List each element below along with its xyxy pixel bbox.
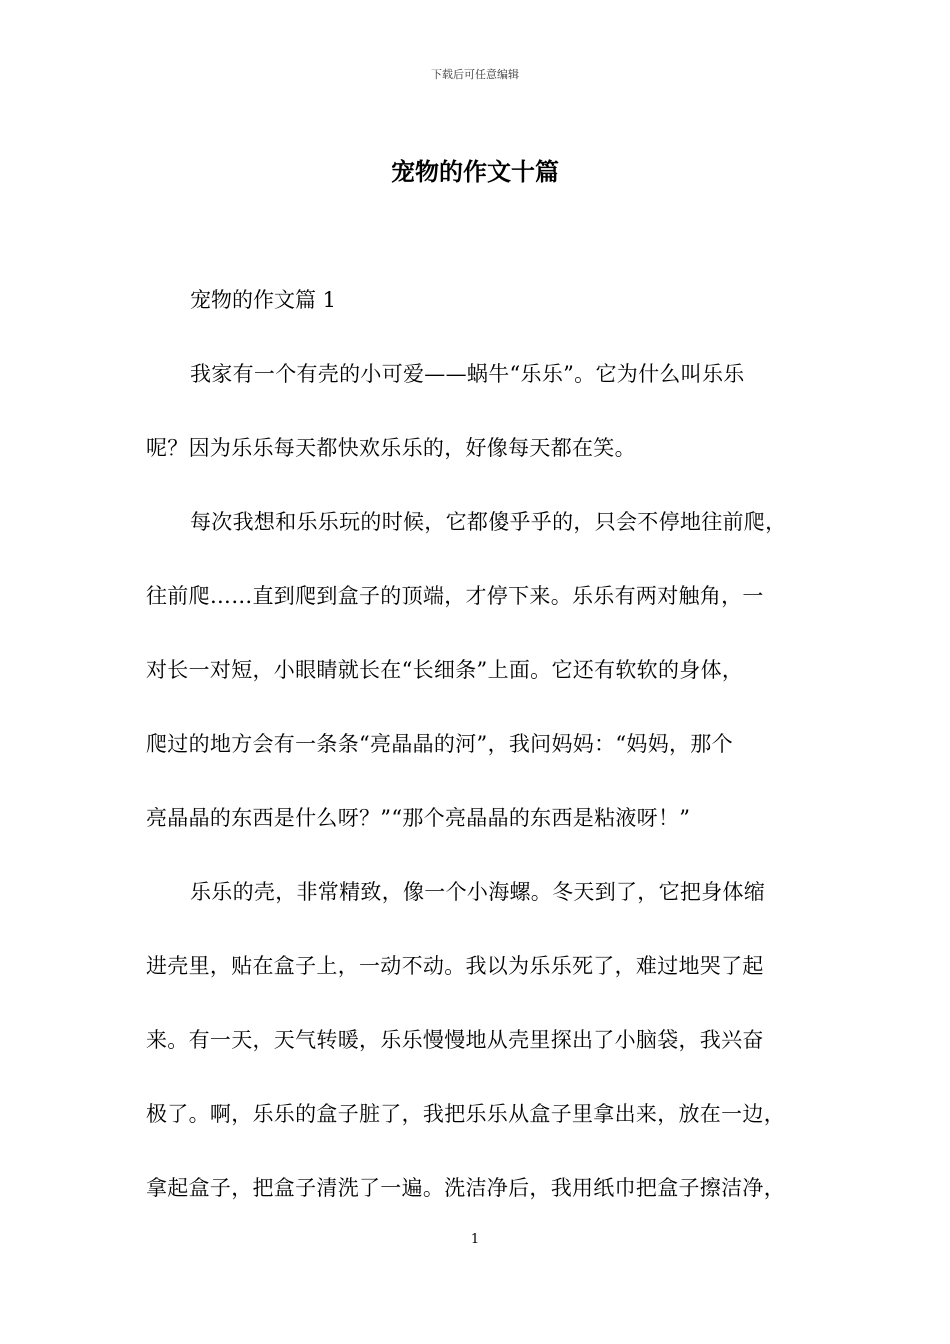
paragraph-line: 亮晶晶的东西是什么呀？”“那个亮晶晶的东西是粘液呀！” xyxy=(146,806,691,830)
paragraph-line: 乐乐的壳，非常精致，像一个小海螺。冬天到了，它把身体缩 xyxy=(190,880,766,904)
section-heading: 宠物的作文篇 1 xyxy=(190,288,337,312)
paragraph-line: 呢？因为乐乐每天都快欢乐乐的，好像每天都在笑。 xyxy=(146,436,636,460)
paragraph-line: 拿起盒子，把盒子清洗了一遍。洗洁净后，我用纸巾把盒子擦洁净， xyxy=(146,1176,785,1200)
document-body xyxy=(146,280,826,1242)
paragraph-line: 我家有一个有壳的小可爱——蜗牛“乐乐”。它为什么叫乐乐 xyxy=(190,362,745,386)
paragraph-line: 来。有一天，天气转暖，乐乐慢慢地从壳里探出了小脑袋，我兴奋 xyxy=(146,1028,764,1052)
paragraph-line: 往前爬……直到爬到盒子的顶端，才停下来。乐乐有两对触角，一 xyxy=(146,584,764,608)
paragraph-line: 爬过的地方会有一条条“亮晶晶的河”，我问妈妈：“妈妈，那个 xyxy=(146,732,733,756)
paragraph-line: 对长一对短，小眼睛就长在“长细条”上面。它还有软软的身体， xyxy=(146,658,744,682)
header-note: 下载后可任意编辑 xyxy=(431,68,519,81)
document-title: 宠物的作文十篇 xyxy=(391,157,559,186)
page-number: 1 xyxy=(470,1232,480,1247)
paragraph-line: 进壳里，贴在盒子上，一动不动。我以为乐乐死了，难过地哭了起 xyxy=(146,954,764,978)
paragraph-line: 极了。啊，乐乐的盒子脏了，我把乐乐从盒子里拿出来，放在一边， xyxy=(146,1102,785,1126)
paragraph-line: 每次我想和乐乐玩的时候，它都傻乎乎的，只会不停地往前爬， xyxy=(190,510,787,534)
